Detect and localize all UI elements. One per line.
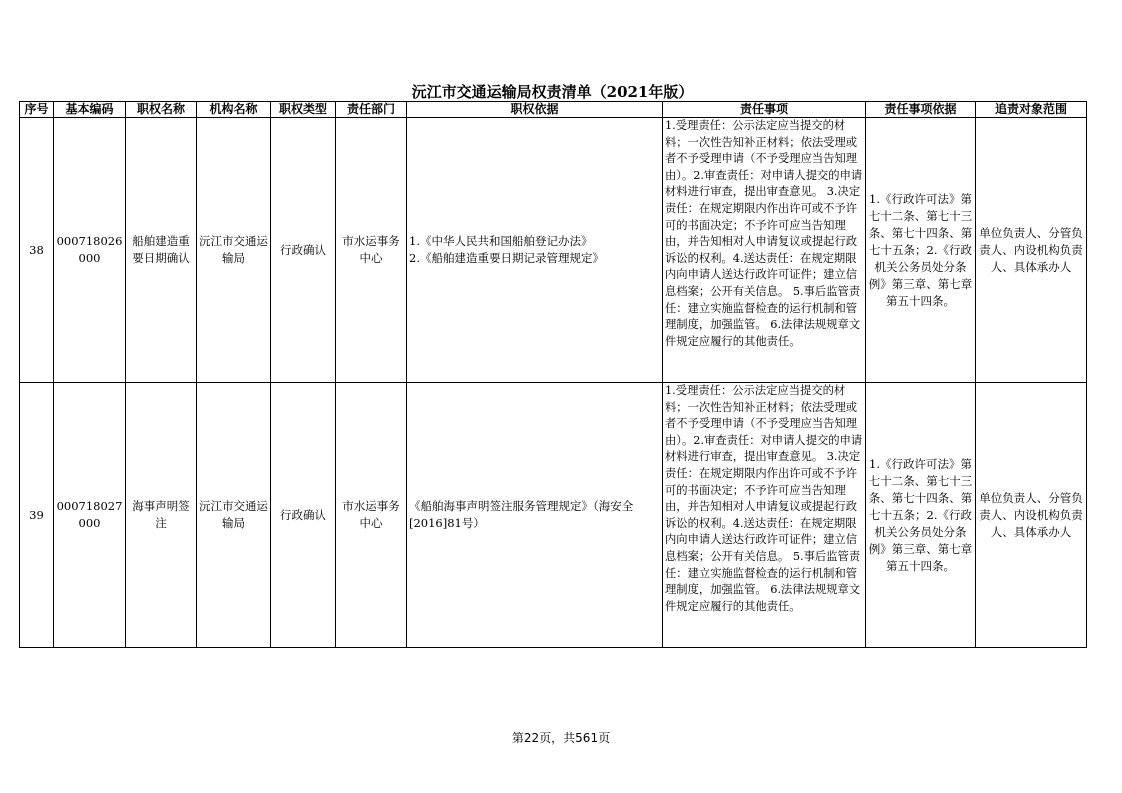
- header-department: 责任部门: [336, 102, 407, 118]
- cell-department: 市水运事务中心: [336, 118, 407, 383]
- cell-accountability: 单位负责人、分管负责人、内设机构负责人、具体承办人: [976, 383, 1087, 648]
- header-code: 基本编码: [54, 102, 126, 118]
- duties-text: 1.受理责任：公示法定应当提交的材料；一次性告知补正材料；依法受理或者不予受理申请（不予受理应当告知理由）。2.审查责任：对申请人提交的申请材料进行审查，提出审查意见。 3.决定责任：在规定期限内作出许可或不予许可的书面决定；不予许可应当告知理由，并告知相对人申请复议或提起行政诉讼的权利。4.送达责任：在规定期限内向申请人送达行政许可证件；建立信息档案；公开有关信息。 5.事后监管责任：建立实施监督检查的运行机制和管理制度，加强监管。 6.法律法规规章文件规定应履行的其他责任。: [665, 119, 863, 348]
- cell-authority-name: 海事声明签注: [126, 383, 197, 648]
- cell-org-name: 沅江市交通运输局: [197, 118, 271, 383]
- header-duty-basis: 责任事项依据: [866, 102, 976, 118]
- cell-code: 000718026000: [54, 118, 126, 383]
- cell-authority-name: 船舶建造重要日期确认: [126, 118, 197, 383]
- header-legal-basis: 职权依据: [407, 102, 663, 118]
- table-row: [20, 118, 1087, 383]
- cell-authority-type: 行政确认: [271, 383, 336, 648]
- header-authority-name: 职权名称: [126, 102, 197, 118]
- authority-table: [19, 101, 1087, 648]
- cell-accountability: 单位负责人、分管负责人、内设机构负责人、具体承办人: [976, 118, 1087, 383]
- cell-duties: [663, 383, 866, 648]
- header-accountability: 追责对象范围: [976, 102, 1087, 118]
- cell-seq: 38: [20, 118, 54, 383]
- header-duties: 责任事项: [663, 102, 866, 118]
- header-org-name: 机构名称: [197, 102, 271, 118]
- cell-authority-type: 行政确认: [271, 118, 336, 383]
- cell-legal-basis: 《船舶海事声明签注服务管理规定》（海安全[2016]81号）: [407, 383, 663, 648]
- table-row: [20, 383, 1087, 648]
- cell-seq: 39: [20, 383, 54, 648]
- header-authority-type: 职权类型: [271, 102, 336, 118]
- cell-department: 市水运事务中心: [336, 383, 407, 648]
- cell-legal-basis: 1.《中华人民共和国船舶登记办法》 2.《船舶建造重要日期记录管理规定》: [407, 118, 663, 383]
- cell-duty-basis: 1.《行政许可法》第七十二条、第七十三条、第七十四条、第七十五条；2.《行政机关公务员处分条例》第三章、第七章第五十四条。: [866, 118, 976, 383]
- cell-code: 000718027000: [54, 383, 126, 648]
- header-seq: 序号: [20, 102, 54, 118]
- cell-duty-basis: 1.《行政许可法》第七十二条、第七十三条、第七十四条、第七十五条；2.《行政机关公务员处分条例》第三章、第七章第五十四条。: [866, 383, 976, 648]
- duties-text: 1.受理责任：公示法定应当提交的材料；一次性告知补正材料；依法受理或者不予受理申请（不予受理应当告知理由）。2.审查责任：对申请人提交的申请材料进行审查，提出审查意见。 3.决定责任：在规定期限内作出许可或不予许可的书面决定；不予许可应当告知理由，并告知相对人申请复议或提起行政诉讼的权利。4.送达责任：在规定期限内向申请人送达行政许可证件；建立信息档案；公开有关信息。 5.事后监管责任：建立实施监督检查的运行机制和管理制度，加强监管。 6.法律法规规章文件规定应履行的其他责任。: [665, 384, 863, 613]
- cell-duties: [663, 118, 866, 383]
- cell-org-name: 沅江市交通运输局: [197, 383, 271, 648]
- table-header-row: [20, 102, 1087, 118]
- page-number: 第22页，共561页: [511, 731, 611, 745]
- document-title: 沅江市交通运输局权责清单（2021年版）: [411, 83, 694, 101]
